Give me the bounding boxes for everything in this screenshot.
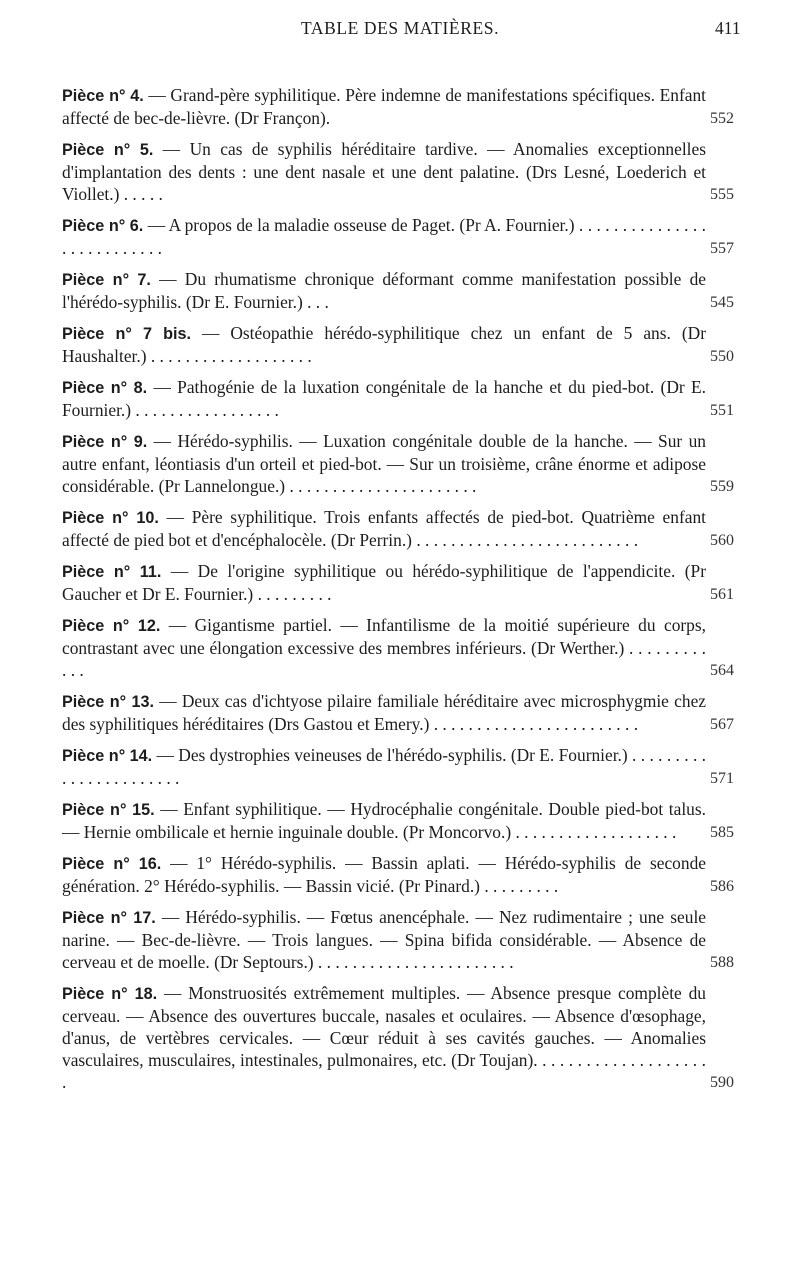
entry-text: — Pathogénie de la luxation congénitale de la hanche et du pied-bot. (Dr E. Fournier.) . . . . . . . . . . . . . . . . . <box>62 377 706 420</box>
entry-page-number: 561 <box>710 586 734 603</box>
toc-entry <box>62 430 734 497</box>
toc-entry <box>62 982 734 1093</box>
entry-page-number: 571 <box>710 770 734 787</box>
entry-page-number: 557 <box>710 240 734 257</box>
entry-page-number: 586 <box>710 878 734 895</box>
entry-text: — Des dystrophies veineuses de l'hérédo-syphilis. (Dr E. Fournier.) . . . . . . . . . . . . . . . . . . . . . . . <box>62 745 706 788</box>
toc-entry <box>62 614 734 681</box>
entry-label: Pièce n° 17. <box>62 909 156 927</box>
entry-text: — Deux cas d'ichtyose pilaire familiale héréditaire avec microsphygmie chez des syphilitiques héréditaires (Drs Gastou et Emery.) . . . . . . . . . . . . . . . . . . . . . . . . <box>62 691 707 734</box>
entry-page-number: 564 <box>710 662 734 679</box>
entry-label: Pièce n° 14. <box>62 747 153 765</box>
entry-text: — Du rhumatisme chronique déformant comme manifestation possible de l'hérédo-syphilis. (Dr E. Fournier.) . . . <box>62 269 706 312</box>
entry-label: Pièce n° 16. <box>62 855 162 873</box>
entry-label: Pièce n° 13. <box>62 693 154 711</box>
toc-entry <box>62 138 734 205</box>
page-number: 411 <box>715 18 741 38</box>
entry-page-number: 588 <box>710 954 734 971</box>
toc-entry <box>62 322 734 367</box>
entry-label: Pièce n° 4. <box>62 87 144 105</box>
toc-entry <box>62 690 734 735</box>
toc-entry <box>62 798 734 843</box>
toc-entry <box>62 560 734 605</box>
entry-page-number: 551 <box>710 402 734 419</box>
entry-page-number: 590 <box>710 1074 734 1091</box>
entry-text: — Gigantisme partiel. — Infantilisme de la moitié supérieure du corps, contrastant avec une élongation excessive des membres inférieurs. (Dr Werther.) . . . . . . . . . . . . <box>62 615 706 680</box>
entry-label: Pièce n° 6. <box>62 217 144 235</box>
running-head <box>0 0 800 50</box>
entry-label: Pièce n° 7. <box>62 271 151 289</box>
entry-label: Pièce n° 5. <box>62 141 154 159</box>
entry-page-number: 545 <box>710 294 734 311</box>
entry-page-number: 559 <box>710 478 734 495</box>
entry-text: — Monstruosités extrêmement multiples. — Absence presque complète du cerveau. — Absence des ouvertures buccale, nasales et oculaires. — Absence d'œsophage, d'anus, de vertèbres cervicales. — Cœur réduit à ses cavités gauches. — Anomalies vasculaires, musculaires, intestinales, pulmonaires, etc. (Dr Toujan). . . . . . . . . . . . . . . . . . . . . <box>62 983 706 1092</box>
entry-text: — A propos de la maladie osseuse de Paget. (Pr A. Fournier.) . . . . . . . . . . . . . . . . . . . . . . . . . . . <box>62 215 706 258</box>
entry-text: — Enfant syphilitique. — Hydrocéphalie congénitale. Double pied-bot talus. — Hernie ombilicale et hernie inguinale double. (Pr Moncorvo.) . . . . . . . . . . . . . . . . . . . <box>62 799 706 842</box>
entry-text: — Hérédo-syphilis. — Fœtus anencéphale. — Nez rudimentaire ; une seule narine. — Bec-de-lièvre. — Trois langues. — Spina bifida considérable. — Absence de cerveau et de moelle. (Dr Septours.) . . . . . . . . . . . . . . . . . . . . . . . <box>62 907 706 972</box>
entry-label: Pièce n° 7 bis. <box>62 325 191 343</box>
entry-text: — Grand-père syphilitique. Père indemne de manifestations spécifiques. Enfant affecté de bec-de-lièvre. (Dr Françon). <box>62 85 706 128</box>
table-of-contents <box>62 84 734 1102</box>
entry-label: Pièce n° 11. <box>62 563 162 581</box>
entry-text: — 1° Hérédo-syphilis. — Bassin aplati. — Hérédo-syphilis de seconde génération. 2° Hérédo-syphilis. — Bassin vicié. (Pr Pinard.) . . . . . . . . . <box>62 853 706 896</box>
entry-page-number: 555 <box>710 186 734 203</box>
entry-text: — Un cas de syphilis héréditaire tardive. — Anomalies exceptionnelles d'implantation des dents : une dent nasale et une dent palatine. (Drs Lesné, Loederich et Viollet.) . . . . . <box>62 139 706 204</box>
entry-page-number: 585 <box>710 824 734 841</box>
running-title: TABLE DES MATIÈRES. <box>300 18 500 38</box>
entry-page-number: 552 <box>710 110 734 127</box>
entry-label: Pièce n° 10. <box>62 509 159 527</box>
entry-text: — Ostéopathie hérédo-syphilitique chez un enfant de 5 ans. (Dr Haushalter.) . . . . . . . . . . . . . . . . . . . <box>62 323 706 366</box>
toc-entry <box>62 268 734 313</box>
toc-entry <box>62 214 734 259</box>
entry-text: — Père syphilitique. Trois enfants affectés de pied-bot. Quatrième enfant affecté de pied bot et d'encéphalocèle. (Dr Perrin.) . . . . . . . . . . . . . . . . . . . . . . . . . . <box>62 507 706 550</box>
toc-entry <box>62 84 734 129</box>
entry-page-number: 560 <box>710 532 734 549</box>
entry-label: Pièce n° 9. <box>62 433 148 451</box>
toc-entry <box>62 906 734 973</box>
entry-label: Pièce n° 8. <box>62 379 148 397</box>
entry-text: — De l'origine syphilitique ou hérédo-syphilitique de l'appendicite. (Pr Gaucher et Dr E. Fournier.) . . . . . . . . . <box>62 561 706 604</box>
entry-label: Pièce n° 15. <box>62 801 155 819</box>
toc-entry <box>62 506 734 551</box>
entry-label: Pièce n° 18. <box>62 985 158 1003</box>
toc-entry <box>62 744 734 789</box>
entry-label: Pièce n° 12. <box>62 617 161 635</box>
entry-text: — Hérédo-syphilis. — Luxation congénitale double de la hanche. — Sur un autre enfant, léontiasis d'un orteil et pied-bot. — Sur un troisième, crâne énorme et adipose considérable. (Pr Lannelongue.) . . . . . . . . . . . . . . . . . . . . . . <box>62 431 706 496</box>
toc-entry <box>62 376 734 421</box>
entry-page-number: 550 <box>710 348 734 365</box>
entry-page-number: 567 <box>710 716 734 733</box>
toc-entry <box>62 852 734 897</box>
